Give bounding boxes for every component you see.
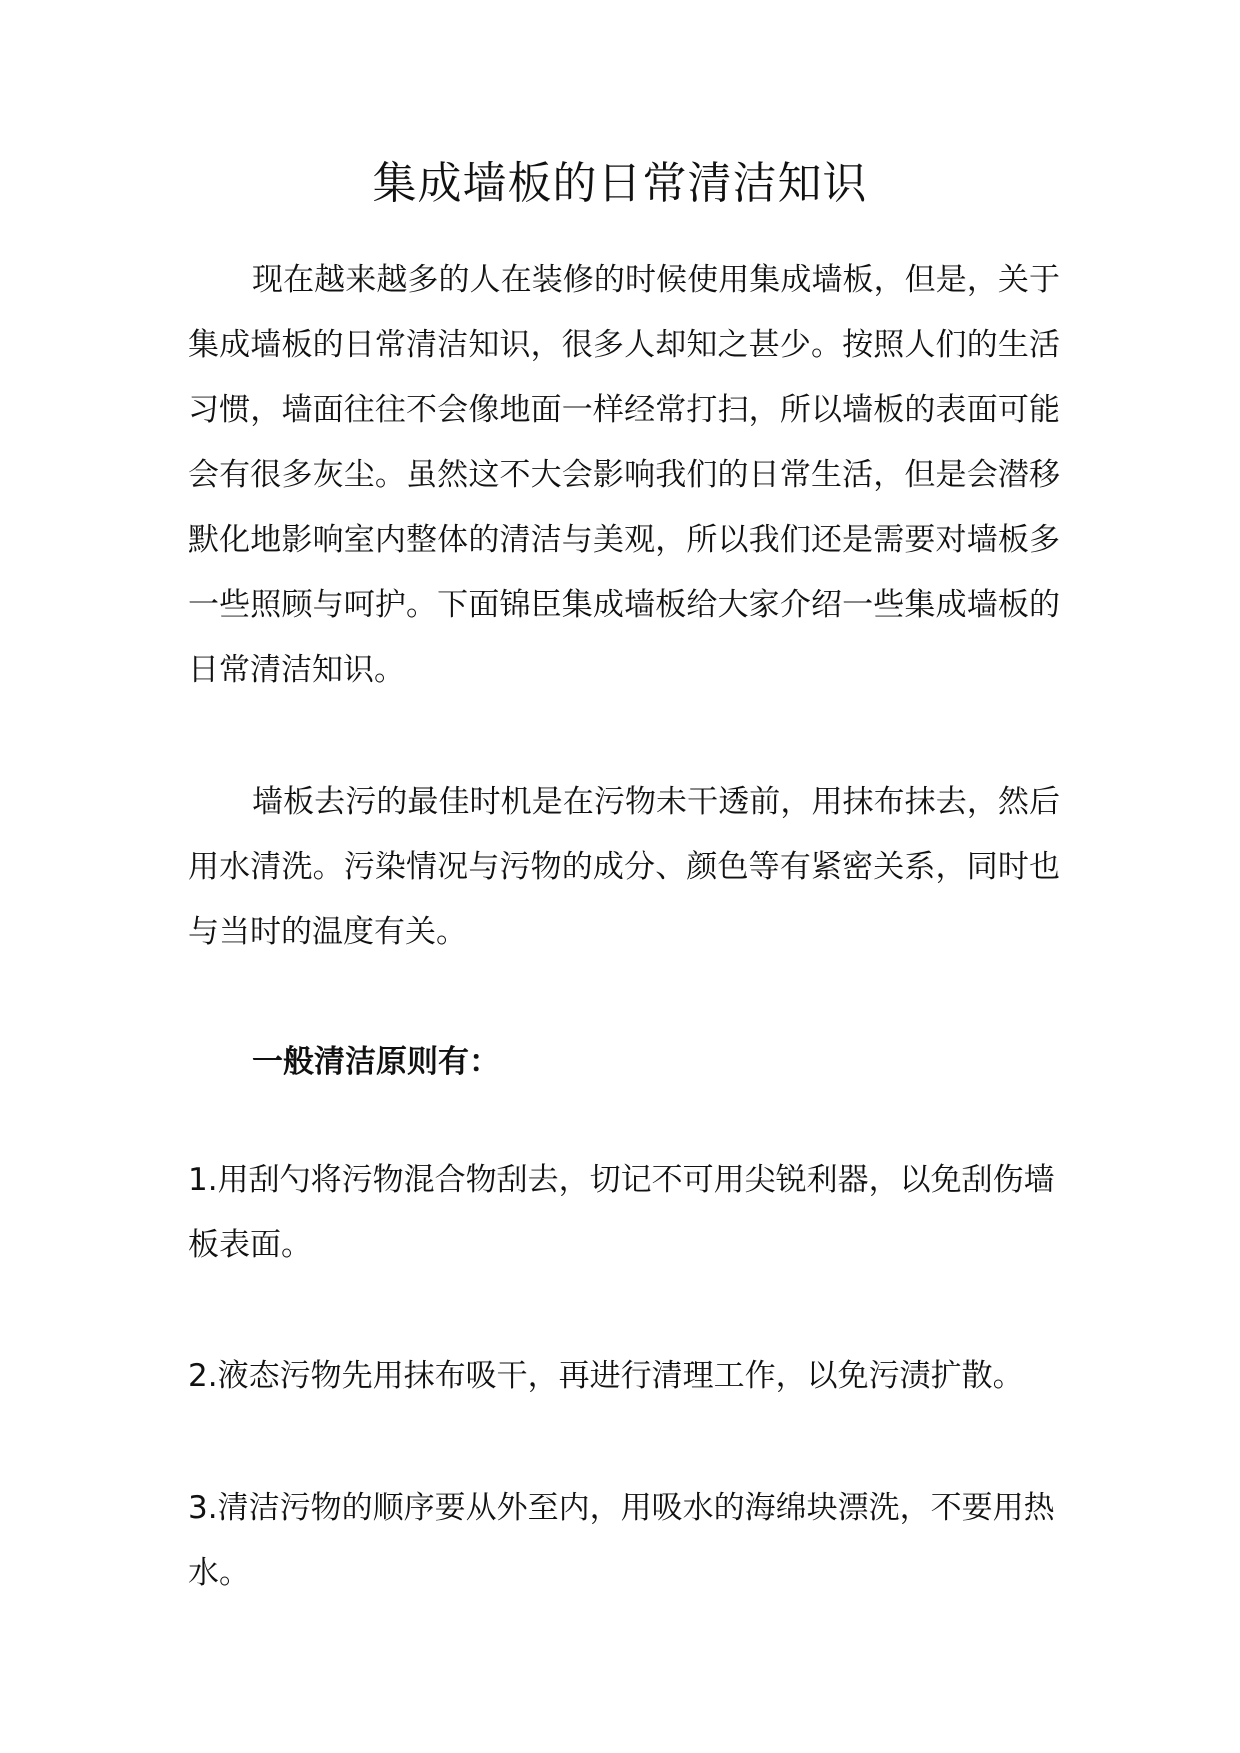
document-title: 集成墙板的日常清洁知识	[372, 158, 868, 209]
principle-item-3: 3.清洁污物的顺序要从外至内，用吸水的海绵块漂洗，不要用热水。	[188, 1490, 1055, 1591]
intro-paragraph: 现在越来越多的人在装修的时候使用集成墙板，但是，关于集成墙板的日常清洁知识，很多人却知之甚少。按照人们的生活习惯，墙面往往不会像地面一样经常打扫，所以墙板的表面可能会有很多灰尘。虽然这不大会影响我们的日常生活，但是会潜移默化地影响室内整体的清洁与美观，所以我们还是需要对墙板多一些照顾与呵护。下面锦臣集成墙板给大家介绍一些集成墙板的日常清洁知识。	[188, 262, 1060, 688]
principles-heading: 一般清洁原则有：	[252, 1044, 500, 1080]
principle-item-1: 1.用刮勺将污物混合物刮去，切记不可用尖锐利器，以免刮伤墙板表面。	[188, 1162, 1055, 1263]
timing-paragraph: 墙板去污的最佳时机是在污物未干透前，用抹布抹去，然后用水清洗。污染情况与污物的成分、颜色等有紧密关系，同时也与当时的温度有关。	[188, 784, 1060, 950]
principle-item-2: 2.液态污物先用抹布吸干，再进行清理工作，以免污渍扩散。	[188, 1358, 1024, 1394]
